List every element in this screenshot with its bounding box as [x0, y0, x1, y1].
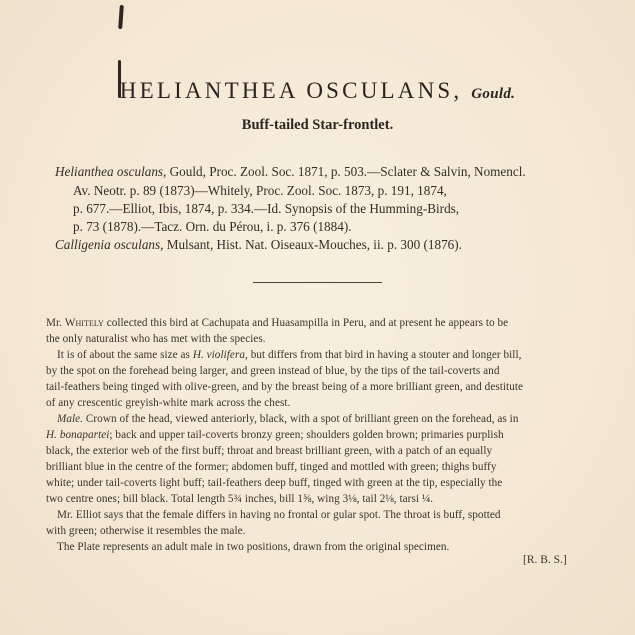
body-line-15: The Plate represents an adult male in two positions, drawn from the original specimen.: [57, 541, 450, 553]
body-line-4: by the spot on the forehead being larger, and green instead of blue, by the tips of the tail-coverts and: [46, 365, 500, 377]
synonymy-line-4: p. 73 (1878).—Tacz. Orn. du Pérou, i. p. 376 (1884).: [73, 219, 352, 234]
ink-mark-top: [118, 5, 124, 29]
synonymy-line-2: Av. Neotr. p. 89 (1873)—Whitely, Proc. Zool. Soc. 1873, p. 191, 1874,: [73, 183, 447, 198]
body-line-12: two centre ones; bill black. Total length 5¾ inches, bill 1⅝, wing 3⅛, tail 2⅛, tarsi ¼.: [46, 493, 434, 505]
body-line-14: with green; otherwise it resembles the male.: [46, 525, 246, 537]
body-line-11: white; under tail-coverts light buff; tail-feathers deep buff, tinged with green at the tip, especially the: [46, 477, 503, 489]
body-line-6: of any crescentic greyish-white mark across the chest.: [46, 397, 291, 409]
body-line-10: brilliant blue in the centre of the former; abdomen buff, tinged and mottled with green; thighs buffy: [46, 461, 497, 473]
body-line-13: Mr. Elliot says that the female differs in having no frontal or gular spot. The throat is buff, spotted: [57, 509, 501, 521]
body-line-1: Mr. Whitely collected this bird at Cachupata and Huasampilla in Peru, and at present he appears to be: [46, 317, 509, 329]
body-line-5: tail-feathers being tinged with olive-green, and by the breast being of a more brilliant green, and destitute: [46, 381, 524, 393]
body-line-2: the only naturalist who has met with the species.: [46, 333, 266, 345]
body-line-8: H. bonapartei; back and upper tail-coverts bronzy green; shoulders golden brown; primaries purplish: [46, 429, 504, 441]
synonymy-line-3: p. 677.—Elliot, Ibis, 1874, p. 334.—Id. Synopsis of the Humming-Birds,: [73, 201, 460, 216]
section-divider: [253, 282, 382, 283]
body-line-9: black, the exterior web of the first buff; throat and breast brilliant green, with a patch of an equally: [46, 445, 493, 457]
synonymy-line-5: Calligenia osculans, Mulsant, Hist. Nat. Oiseaux-Mouches, ii. p. 300 (1876).: [55, 237, 462, 252]
species-author: Gould.: [471, 86, 516, 102]
body-line-7: Male. Crown of the head, viewed anteriorly, black, with a spot of brilliant green on the forehead, as in: [57, 413, 519, 425]
body-line-3: It is of about the same size as H. violifera, but differs from that bird in having a stouter and longer bill,: [57, 349, 522, 361]
species-name: HELIANTHEA OSCULANS,: [119, 78, 463, 103]
common-name: Buff-tailed Star-frontlet.: [241, 117, 394, 133]
species-title: [0, 78, 635, 104]
author-signature: [R. B. S.]: [523, 554, 567, 566]
synonymy-line-1: Helianthea osculans, Gould, Proc. Zool. Soc. 1871, p. 503.—Sclater & Salvin, Nomencl.: [55, 164, 526, 179]
